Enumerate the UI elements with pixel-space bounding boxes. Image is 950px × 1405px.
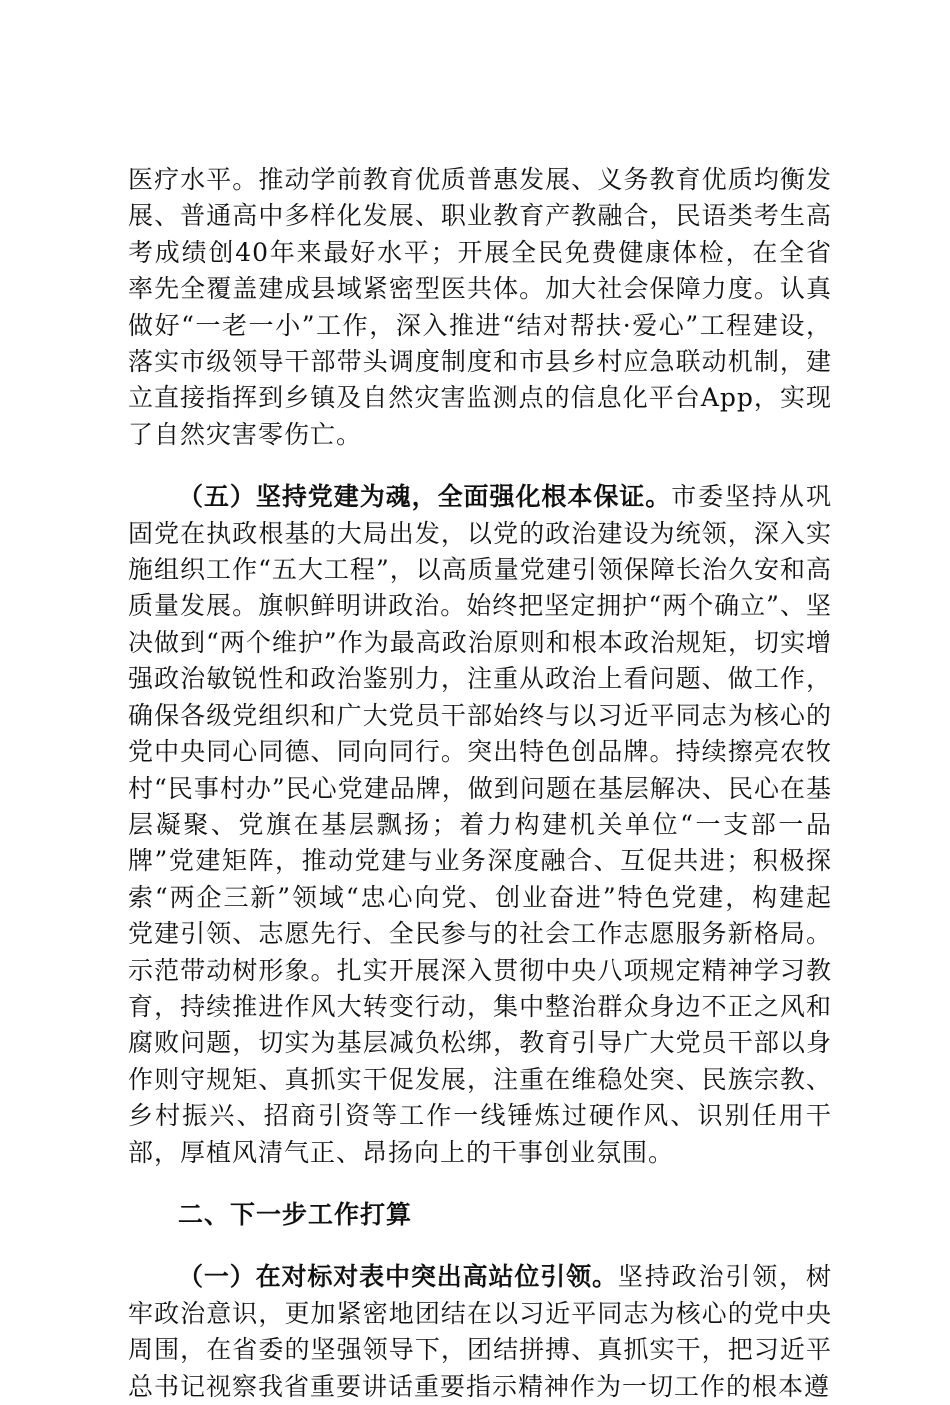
section-one-lead: （一）在对标对表中突出高站位引领。: [178, 1262, 618, 1292]
paragraph-section-five: [128, 479, 832, 1171]
section-five-lead: （五）坚持党建为魂，全面强化根本保证。: [178, 482, 672, 512]
paragraph-continuation: 医疗水平。推动学前教育优质普惠发展、义务教育优质均衡发展、普通高中多样化发展、职业教育产教融合，民语类考生高考成绩创40年来最好水平；开展全民免费健康体检，在全省率先全覆盖建成县域紧密型医共体。加大社会保障力度。认真做好“一老一小”工作，深入推进“结对帮扶·爱心”工程建设，落实市级领导干部带头调度制度和市县乡村应急联动机制，建立直接指挥到乡镇及自然灾害监测点的信息化平台App，实现了自然灾害零伤亡。: [128, 165, 832, 449]
document-body: [128, 162, 832, 1405]
section-one-body: 坚持政治引领，树牢政治意识，更加紧密地团结在以习近平同志为核心的党中央周围，在省委的坚强领导下，团结拼搏、真抓实干，把习近平总书记视察我省重要讲话重要指示精神作为一切工作的根本遵: [128, 1262, 832, 1401]
section-five-body: 市委坚持从巩固党在执政根基的大局出发，以党的政治建设为统领，深入实施组织工作“五大工程”，以高质量党建引领保障长治久安和高质量发展。旗帜鲜明讲政治。始终把坚定拥护“两个确立”、坚决做到“两个维护”作为最高政治原则和根本政治规矩，切实增强政治敏锐性和政治鉴别力，注重从政治上看问题、做工作，确保各级党组织和广大党员干部始终与以习近平同志为核心的党中央同心同德、同向同行。突出特色创品牌。持续擦亮农牧村“民事村办”民心党建品牌，做到问题在基层解决、民心在基层凝聚、党旗在基层飘扬；着力构建机关单位“一支部一品牌”党建矩阵，推动党建与业务深度融合、互促共进；积极探索“两企三新”领域“忠心向党、创业奋进”特色党建，构建起党建引领、志愿先行、全民参与的社会工作志愿服务新格局。示范带动树形象。扎实开展深入贯彻中央八项规定精神学习教育，持续推进作风大转变行动，集中整治群众身边不正之风和腐败问题，切实为基层减负松绑，教育引导广大党员干部以身作则守规矩、真抓实干促发展，注重在维稳处突、民族宗教、乡村振兴、招商引资等工作一线锤炼过硬作风、识别任用干部，厚植风清气正、昂扬向上的干事创业氛围。: [128, 482, 832, 1167]
paragraph-section-one: [128, 1259, 832, 1405]
heading-next-steps: 二、下一步工作打算: [178, 1199, 413, 1229]
